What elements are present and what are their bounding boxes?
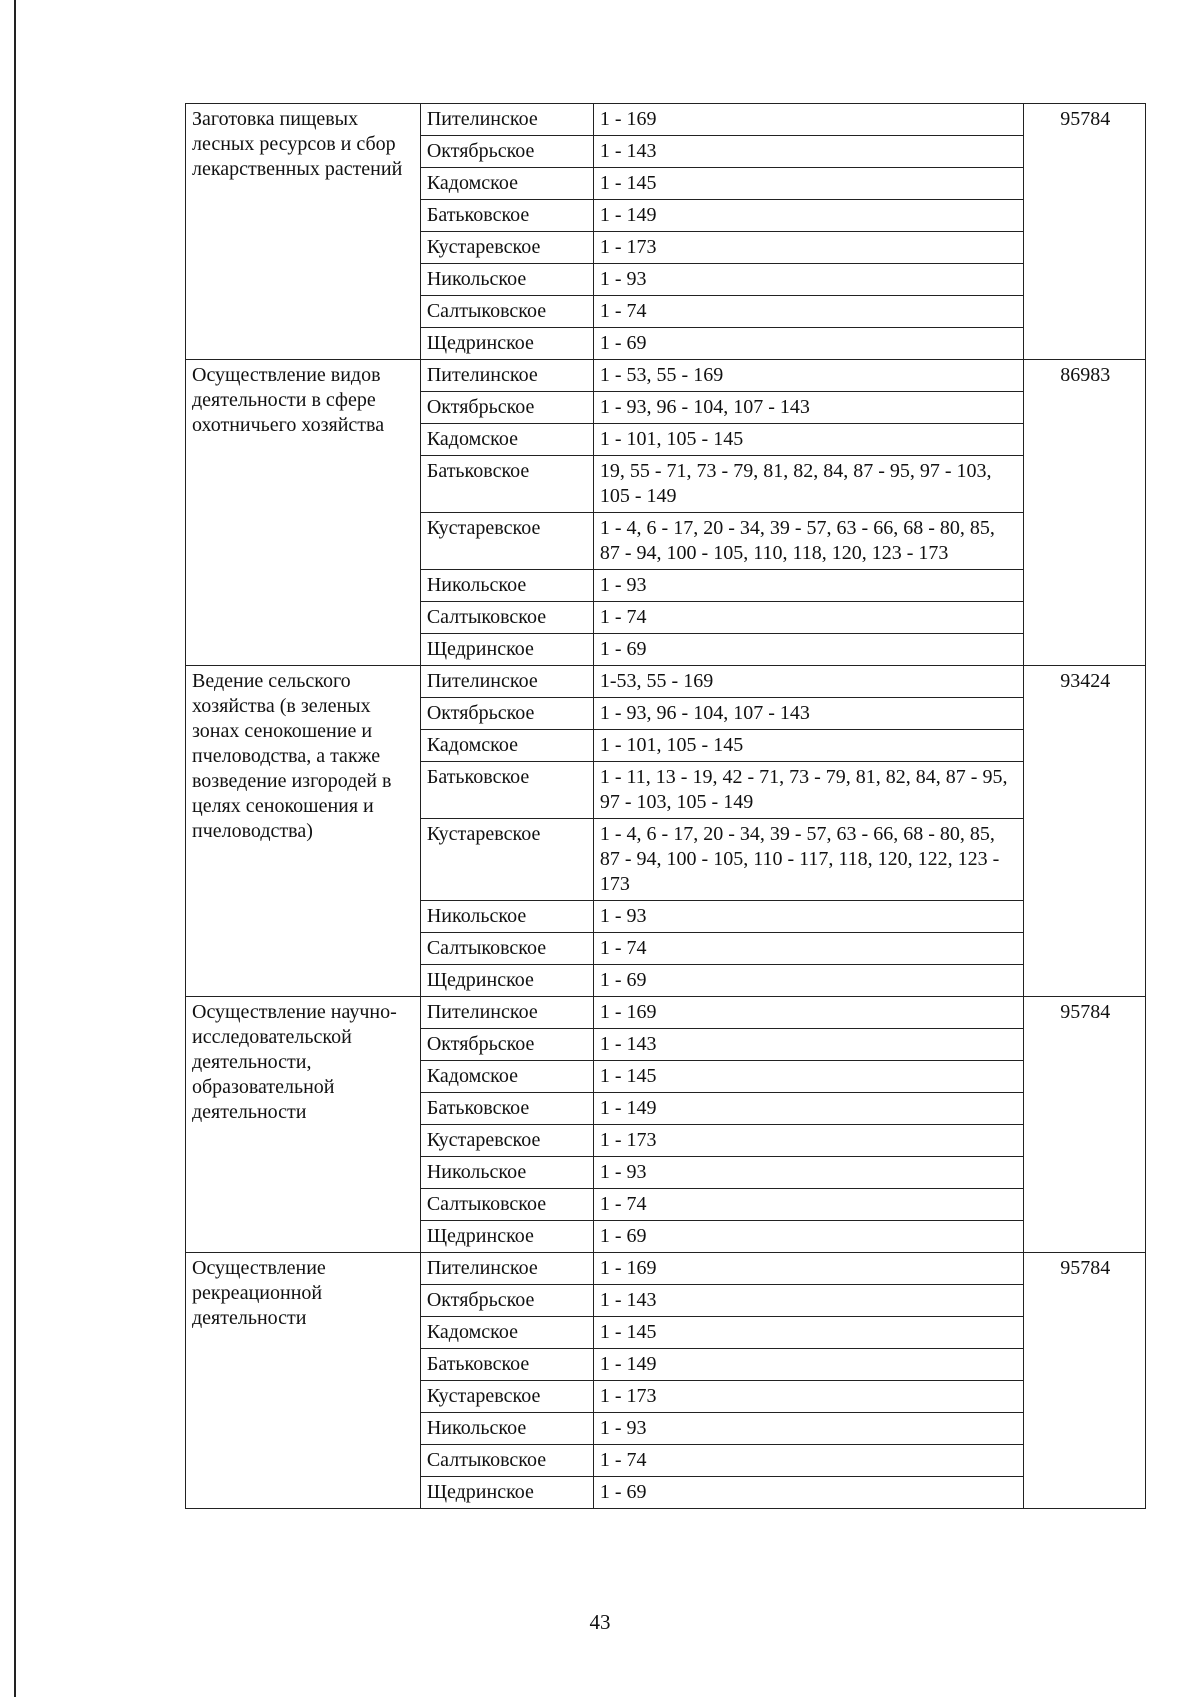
forestry-cell: Кадомское	[420, 1317, 593, 1349]
forestry-cell: Пителинское	[420, 104, 593, 136]
forestry-cell: Батьковское	[420, 456, 593, 513]
area-cell: 95784	[1024, 1253, 1146, 1509]
quarters-cell: 1 - 93, 96 - 104, 107 - 143	[593, 392, 1024, 424]
activity-cell: Заготовка пищевых лесных ресурсов и сбор лекарственных растений	[186, 104, 421, 360]
activity-cell: Ведение сельского хозяйства (в зеленых зонах сенокошение и пчеловодства, а также возведение изгородей в целях сенокошения и пчеловодства)	[186, 666, 421, 997]
forestry-cell: Кадомское	[420, 730, 593, 762]
quarters-cell: 1 - 69	[593, 1477, 1024, 1509]
quarters-cell: 1 - 93	[593, 570, 1024, 602]
forestry-cell: Кустаревское	[420, 819, 593, 901]
forestry-cell: Никольское	[420, 901, 593, 933]
quarters-cell: 1 - 53, 55 - 169	[593, 360, 1024, 392]
quarters-cell: 1 - 4, 6 - 17, 20 - 34, 39 - 57, 63 - 66, 68 - 80, 85, 87 - 94, 100 - 105, 110 - 117, 118, 120, 122, 123 - 173	[593, 819, 1024, 901]
area-cell: 86983	[1024, 360, 1146, 666]
forestry-cell: Салтыковское	[420, 602, 593, 634]
activity-cell: Осуществление научно-исследовательской деятельности, образовательной деятельности	[186, 997, 421, 1253]
forestry-cell: Щедринское	[420, 328, 593, 360]
quarters-cell: 1 - 149	[593, 1093, 1024, 1125]
area-cell: 95784	[1024, 997, 1146, 1253]
forestry-cell: Батьковское	[420, 1093, 593, 1125]
quarters-cell: 1 - 11, 13 - 19, 42 - 71, 73 - 79, 81, 82, 84, 87 - 95, 97 - 103, 105 - 149	[593, 762, 1024, 819]
forestry-cell: Батьковское	[420, 1349, 593, 1381]
quarters-cell: 1 - 74	[593, 1189, 1024, 1221]
quarters-cell: 1 - 93	[593, 901, 1024, 933]
forestry-cell: Кадомское	[420, 424, 593, 456]
quarters-cell: 1 - 173	[593, 1381, 1024, 1413]
quarters-cell: 1 - 74	[593, 1445, 1024, 1477]
quarters-cell: 1 - 169	[593, 997, 1024, 1029]
forestry-cell: Щедринское	[420, 1477, 593, 1509]
quarters-cell: 1 - 101, 105 - 145	[593, 424, 1024, 456]
quarters-cell: 1 - 149	[593, 1349, 1024, 1381]
forestry-cell: Октябрьское	[420, 392, 593, 424]
quarters-cell: 1 - 93, 96 - 104, 107 - 143	[593, 698, 1024, 730]
table-body	[186, 104, 1146, 1509]
quarters-cell: 1 - 69	[593, 1221, 1024, 1253]
quarters-cell: 1 - 145	[593, 1061, 1024, 1093]
quarters-cell: 1 - 74	[593, 933, 1024, 965]
table-row	[186, 1253, 1146, 1285]
forestry-cell: Кадомское	[420, 168, 593, 200]
forestry-cell: Пителинское	[420, 666, 593, 698]
forestry-cell: Кустаревское	[420, 1381, 593, 1413]
forestry-cell: Салтыковское	[420, 933, 593, 965]
quarters-cell: 1 - 173	[593, 232, 1024, 264]
forestry-cell: Батьковское	[420, 200, 593, 232]
quarters-cell: 1 - 4, 6 - 17, 20 - 34, 39 - 57, 63 - 66, 68 - 80, 85, 87 - 94, 100 - 105, 110, 118, 120, 123 - 173	[593, 513, 1024, 570]
forestry-cell: Щедринское	[420, 1221, 593, 1253]
area-cell: 95784	[1024, 104, 1146, 360]
forestry-cell: Щедринское	[420, 965, 593, 997]
quarters-cell: 1 - 149	[593, 200, 1024, 232]
forestry-cell: Никольское	[420, 1413, 593, 1445]
forestry-cell: Кустаревское	[420, 232, 593, 264]
forestry-cell: Никольское	[420, 264, 593, 296]
forestry-cell: Пителинское	[420, 1253, 593, 1285]
table-row	[186, 104, 1146, 136]
forestry-cell: Салтыковское	[420, 1445, 593, 1477]
forestry-cell: Октябрьское	[420, 1285, 593, 1317]
quarters-cell: 1 - 145	[593, 168, 1024, 200]
area-cell: 93424	[1024, 666, 1146, 997]
quarters-cell: 1 - 93	[593, 1413, 1024, 1445]
binding-margin-line	[14, 0, 16, 1697]
quarters-cell: 1 - 145	[593, 1317, 1024, 1349]
quarters-cell: 1 - 169	[593, 1253, 1024, 1285]
quarters-cell: 1 - 173	[593, 1125, 1024, 1157]
quarters-cell: 1 - 143	[593, 1029, 1024, 1061]
forestry-cell: Салтыковское	[420, 296, 593, 328]
forest-use-table	[185, 103, 1146, 1509]
forestry-cell: Кадомское	[420, 1061, 593, 1093]
forestry-cell: Октябрьское	[420, 136, 593, 168]
table-row	[186, 360, 1146, 392]
quarters-cell: 19, 55 - 71, 73 - 79, 81, 82, 84, 87 - 95, 97 - 103, 105 - 149	[593, 456, 1024, 513]
forestry-cell: Кустаревское	[420, 1125, 593, 1157]
quarters-cell: 1 - 74	[593, 602, 1024, 634]
quarters-cell: 1 - 143	[593, 136, 1024, 168]
forestry-cell: Салтыковское	[420, 1189, 593, 1221]
table-row	[186, 997, 1146, 1029]
forestry-cell: Пителинское	[420, 360, 593, 392]
quarters-cell: 1 - 93	[593, 264, 1024, 296]
forestry-cell: Никольское	[420, 1157, 593, 1189]
forestry-cell: Никольское	[420, 570, 593, 602]
page-number: 43	[589, 1610, 611, 1634]
quarters-cell: 1 - 69	[593, 328, 1024, 360]
forestry-cell: Пителинское	[420, 997, 593, 1029]
quarters-cell: 1 - 69	[593, 965, 1024, 997]
forestry-cell: Кустаревское	[420, 513, 593, 570]
quarters-cell: 1 - 69	[593, 634, 1024, 666]
table-row	[186, 666, 1146, 698]
forestry-cell: Щедринское	[420, 634, 593, 666]
quarters-cell: 1 - 74	[593, 296, 1024, 328]
activity-cell: Осуществление рекреационной деятельности	[186, 1253, 421, 1509]
activity-cell: Осуществление видов деятельности в сфере охотничьего хозяйства	[186, 360, 421, 666]
forestry-cell: Октябрьское	[420, 1029, 593, 1061]
forestry-cell: Батьковское	[420, 762, 593, 819]
quarters-cell: 1-53, 55 - 169	[593, 666, 1024, 698]
forestry-cell: Октябрьское	[420, 698, 593, 730]
quarters-cell: 1 - 101, 105 - 145	[593, 730, 1024, 762]
quarters-cell: 1 - 169	[593, 104, 1024, 136]
quarters-cell: 1 - 143	[593, 1285, 1024, 1317]
quarters-cell: 1 - 93	[593, 1157, 1024, 1189]
